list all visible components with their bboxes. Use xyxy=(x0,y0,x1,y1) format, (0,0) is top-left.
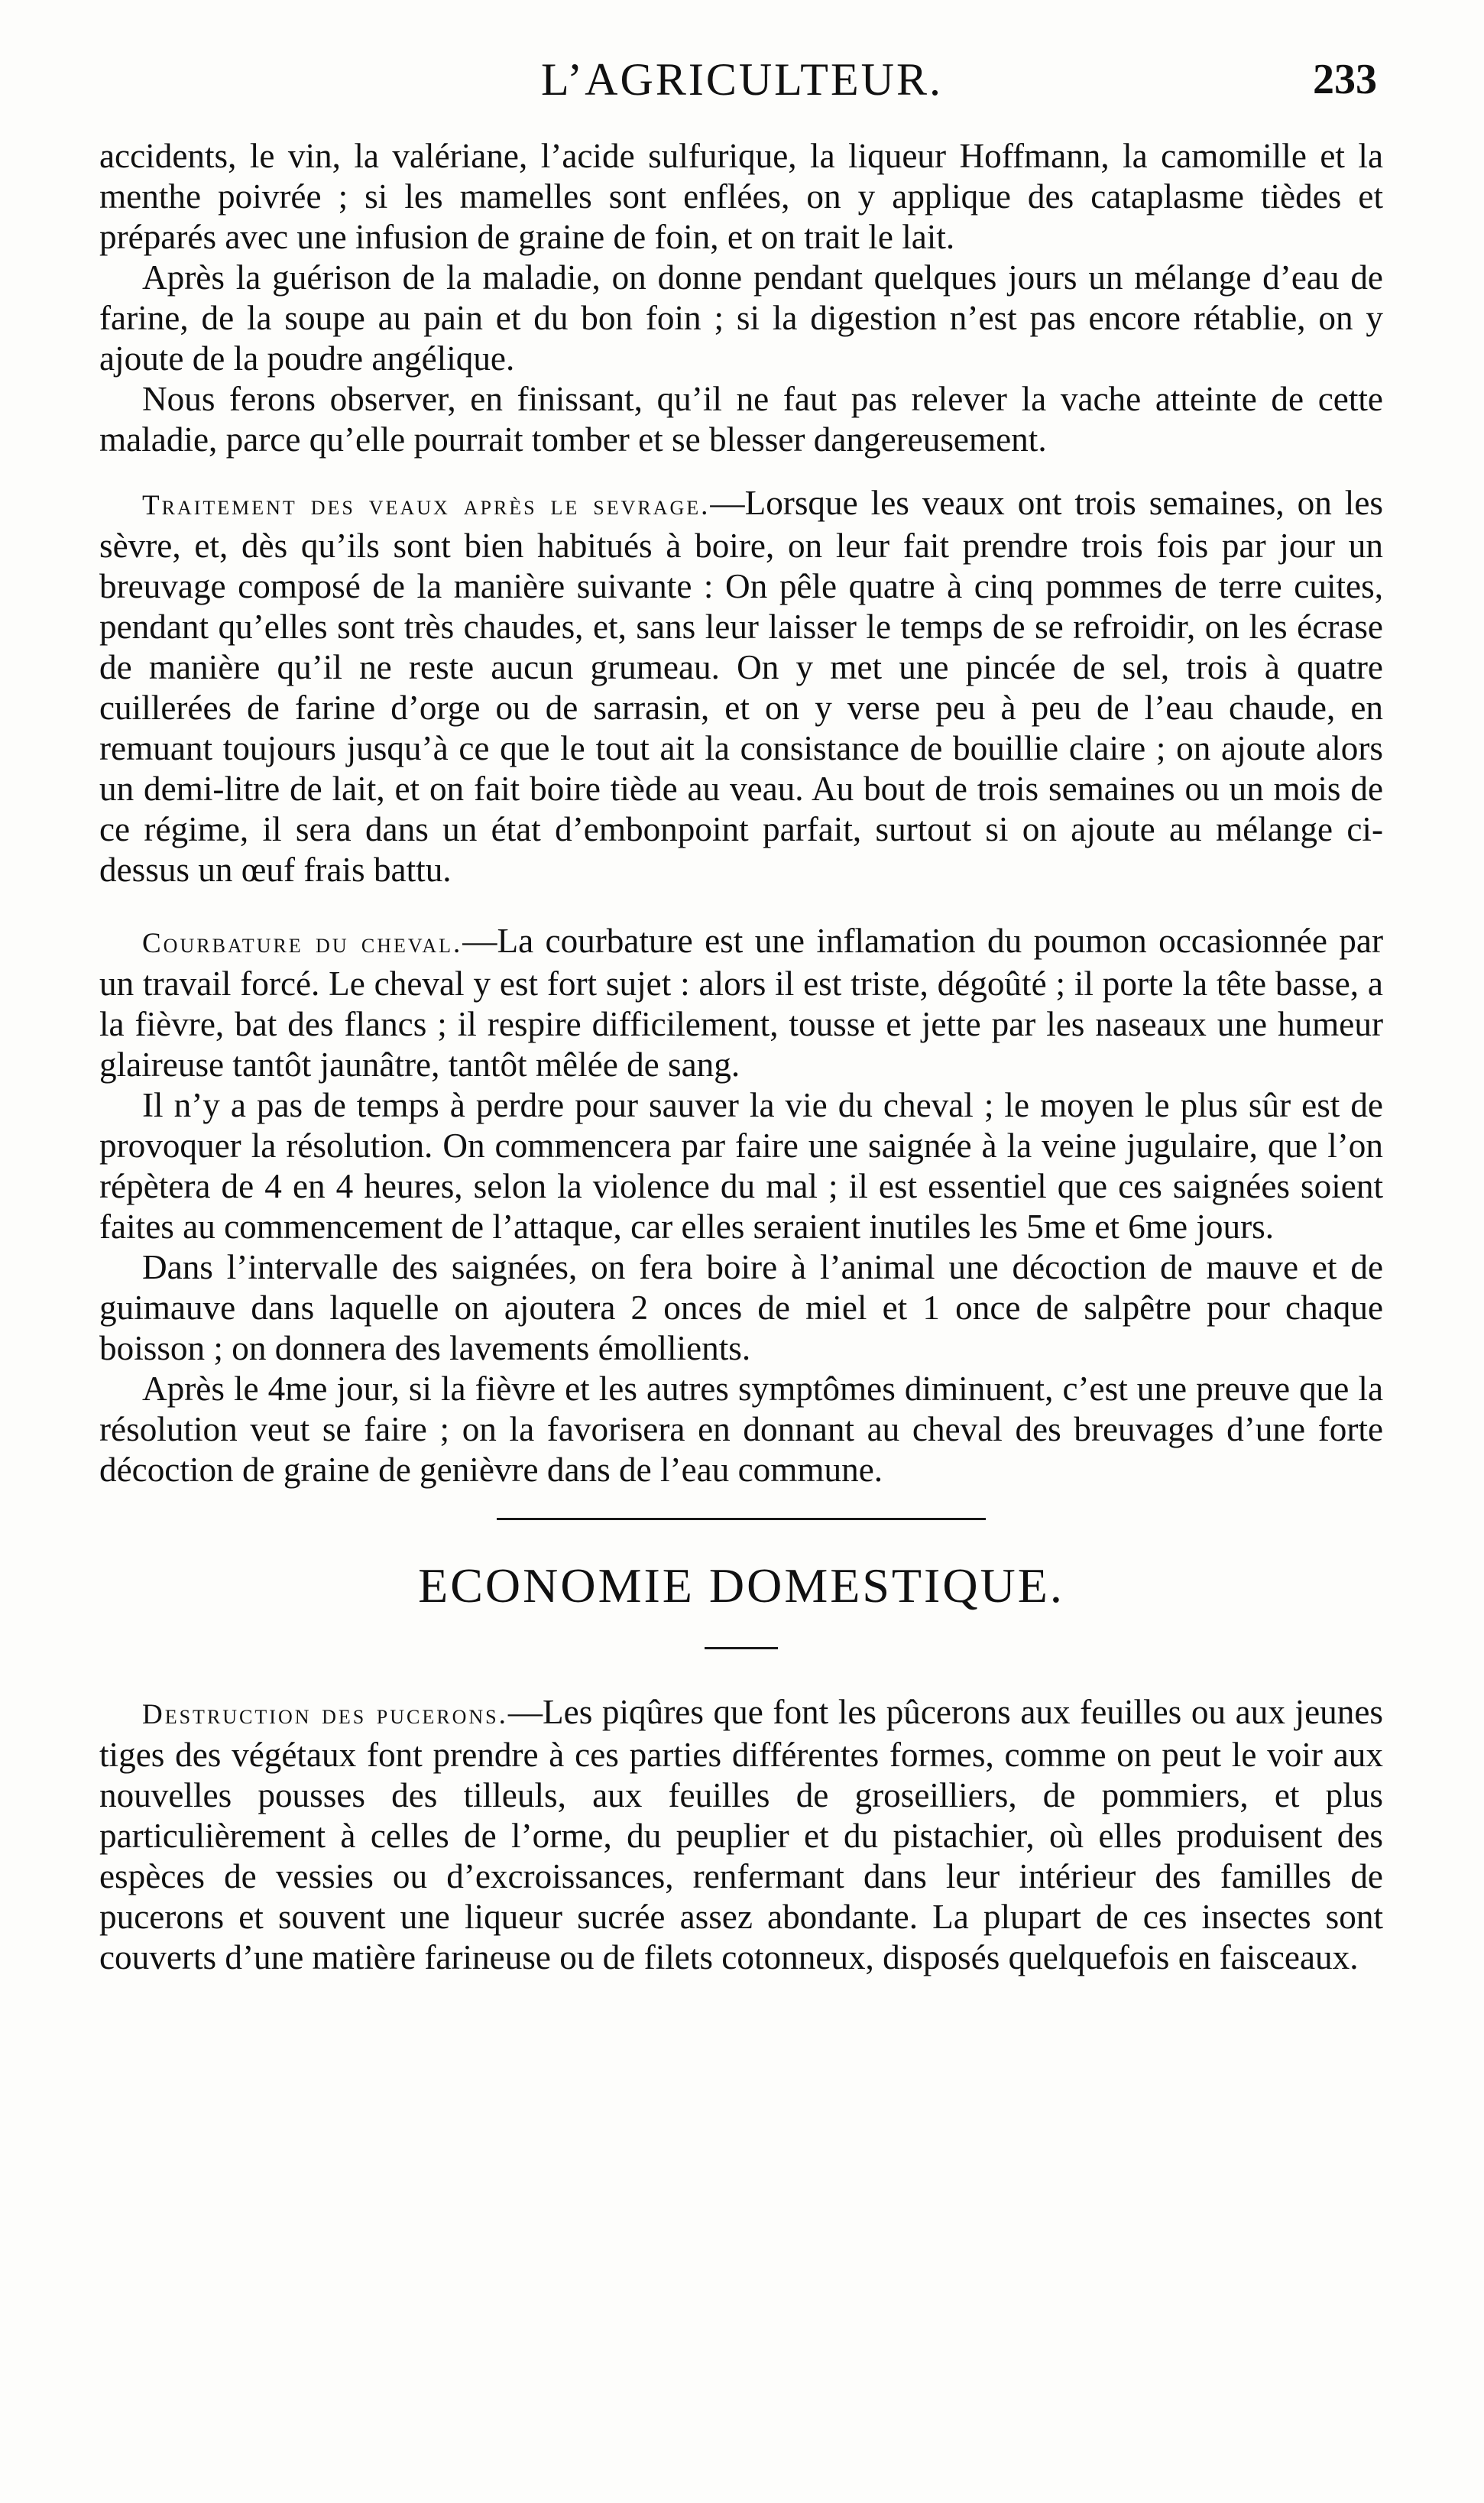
running-title: L’AGRICULTEUR. xyxy=(541,54,943,105)
paragraph: Après le 4me jour, si la fièvre et les autres symptômes diminuent, c’est une preuve que la résolution veut se faire ; on la favorisera en donnant au cheval des breuvages d’une forte décoction de graine de genièvre dans de l’eau commune. xyxy=(99,1370,1383,1489)
body-text xyxy=(99,136,1383,1978)
page-header xyxy=(0,53,1484,115)
paragraph-cheval xyxy=(99,921,1383,1085)
run-in-heading: Courbature du cheval. xyxy=(142,928,463,959)
spacer xyxy=(99,890,1383,921)
paragraph-body: —Les piqûres que font les pûcerons aux feuilles ou aux jeunes tiges des végétaux font prendre à ces parties différentes formes, comme on peut le voir aux nouvelles pousses des tilleuls, aux feuilles de groseilliers, de pommiers, et plus particulièrement à celles de l’orme, du peuplier et du pistachier, où elles produisent des espèces de vessies ou d’excroissances, renfermant dans leur intérieur des familles de pucerons et souvent une liqueur sucrée assez abondante. La plupart de ces insectes sont couverts d’une matière farineuse ou de filets cotonneux, disposés quelquefois en faisceaux. xyxy=(99,1693,1383,1976)
paragraph: Nous ferons observer, en finissant, qu’il ne faut pas relever la vache atteinte de cette maladie, parce qu’elle pourrait tomber et se blesser dangereusement. xyxy=(99,380,1383,459)
run-in-heading: Traitement des veaux après le sevrage. xyxy=(142,490,711,521)
section-divider xyxy=(497,1518,986,1520)
heading-underline xyxy=(705,1647,778,1649)
run-in-heading: Destruction des pucerons. xyxy=(142,1699,508,1730)
paragraph: Après la guérison de la maladie, on donne pendant quelques jours un mélange d’eau de farine, de la soupe au pain et du bon foin ; si la digestion n’est pas encore rétablie, on y ajoute de la poudre angélique. xyxy=(99,258,1383,378)
paragraph-body: —Lorsque les veaux ont trois semaines, on les sèvre, et, dès qu’ils sont bien habitués à boire, on leur fait prendre trois fois par jour un breuvage composé de la manière suivante : On pêle quatre à cinq pommes de terre cuites, pendant qu’elles sont très chaudes, et, sans leur laisser le temps de se refroidir, on les écrase de manière qu’il ne reste aucun grumeau. On y met une pincée de sel, trois à quatre cuillerées de farine d’orge ou de sarrasin, et on y verse peu à peu de l’eau chaude, en remuant toujours jusqu’à ce que le tout ait la consistance de bouillie claire ; on ajoute alors un demi-litre de lait, et on fait boire tiède au veau. Au bout de trois semaines ou un mois de ce régime, il sera dans un état d’embonpoint parfait, surtout si on ajoute au mélange ci-dessus un œuf frais battu. xyxy=(99,484,1384,889)
paragraph-pucerons xyxy=(99,1692,1383,1978)
section-title: ECONOMIE DOMESTIQUE. xyxy=(418,1558,1064,1613)
page-number: 233 xyxy=(1313,56,1377,103)
paragraph-body: —La courbature est une inflamation du poumon occasionnée par un travail forcé. Le cheval y est fort sujet : alors il est triste, dégoûté ; il porte la tête basse, a la fièvre, bat des flancs ; il respire difficilement, tousse et jette par les naseaux une humeur glaireuse tantôt jaunâtre, tantôt mêlée de sang. xyxy=(99,922,1384,1084)
paragraph-veaux xyxy=(99,483,1383,890)
paragraph: Dans l’intervalle des saignées, on fera boire à l’animal une décoction de mauve et de guimauve dans laquelle on ajoutera 2 onces de miel et 1 once de salpêtre pour chaque boisson ; on donnera des lavements émollients. xyxy=(99,1248,1383,1367)
spacer xyxy=(99,460,1383,483)
paragraph: Il n’y a pas de temps à perdre pour sauver la vie du cheval ; le moyen le plus sûr est de provoquer la résolution. On commencera par faire une saignée à la veine jugulaire, que l’on répètera de 4 en 4 heures, selon la violence du mal ; il est essentiel que ces saignées soient faites au commencement de l’attaque, car elles seraient inutiles les 5me et 6me jours. xyxy=(99,1086,1383,1246)
paragraph-continued: accidents, le vin, la valériane, l’acide sulfurique, la liqueur Hoffmann, la camomille et la menthe poivrée ; si les mamelles sont enflées, on y applique des cataplasme tièdes et préparés avec une infusion de graine de foin, et on trait le lait. xyxy=(99,137,1383,256)
